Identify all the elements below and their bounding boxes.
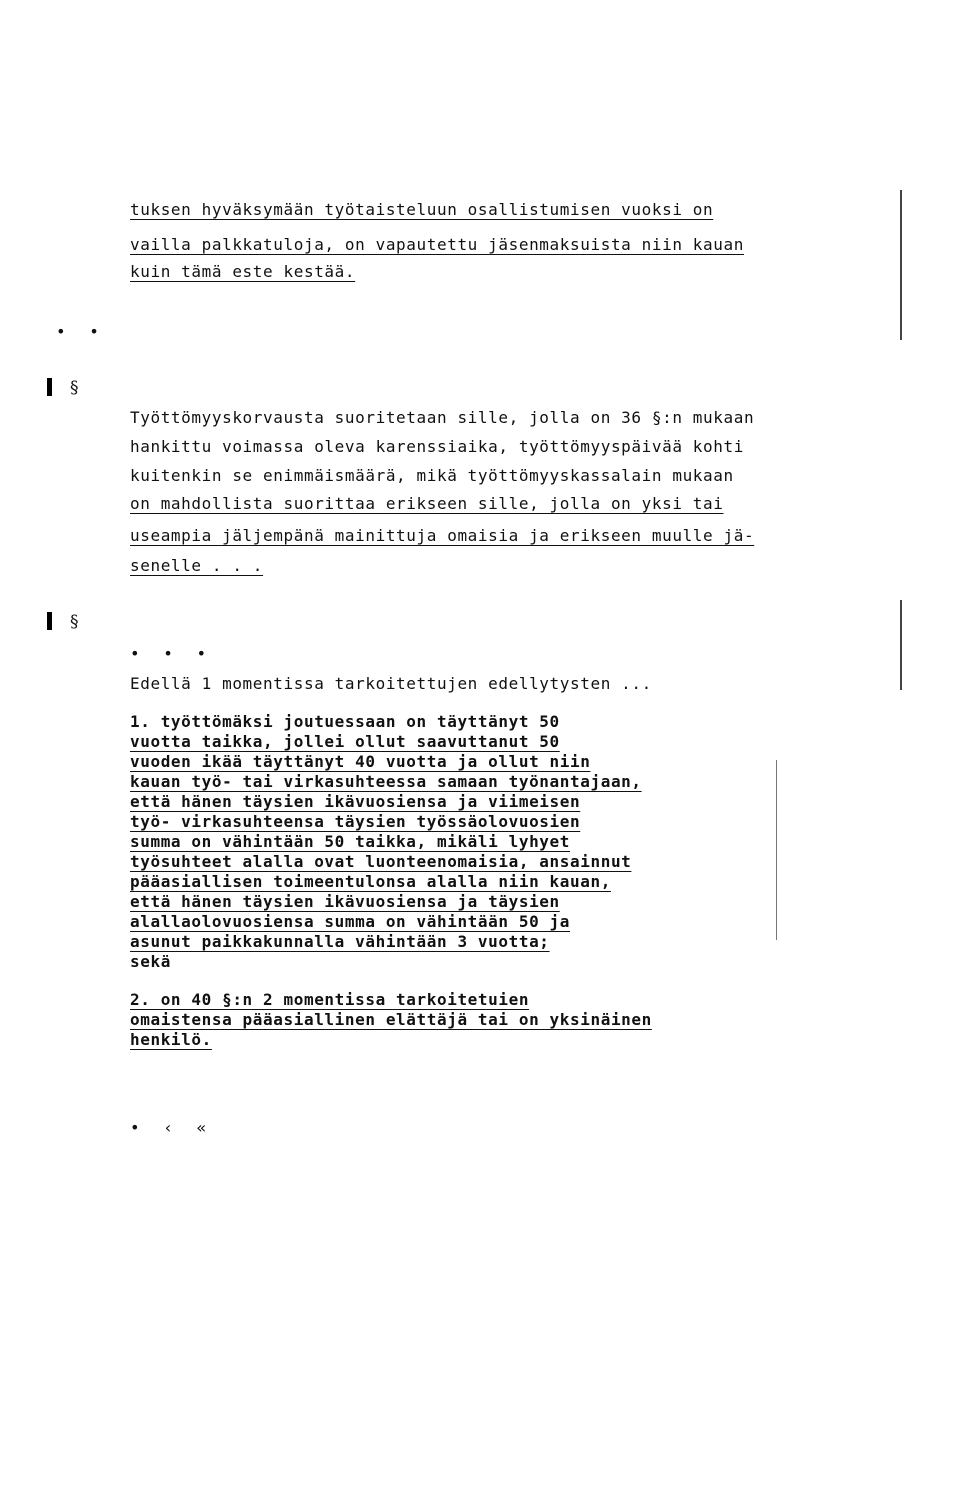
list-item-line: työsuhteet alalla ovat luonteenomaisia, ansainnut <box>130 852 632 871</box>
list-item-line: vuotta taikka, jollei ollut saavuttanut 50 <box>130 732 560 751</box>
paragraph-line: Edellä 1 momentissa tarkoitettujen edellytysten ... <box>130 674 652 693</box>
list-item-line: henkilö. <box>130 1030 212 1049</box>
paragraph-line: useampia jäljempänä mainittuja omaisia ja erikseen muulle jä- <box>130 526 755 545</box>
paragraph-line: Työttömyyskorvausta suoritetaan sille, jolla on 36 §:n mukaan <box>130 408 755 427</box>
list-item-line: vuoden ikää täyttänyt 40 vuotta ja ollut niin <box>130 752 591 771</box>
ellipsis-marker: • ‹ « <box>130 1118 214 1137</box>
list-item-line: alallaolovuosiensa summa on vähintään 50 ja <box>130 912 571 931</box>
paragraph-line: senelle . . . <box>130 556 264 575</box>
margin-bar <box>47 612 52 630</box>
list-item-line: että hänen täysien ikävuosiensa ja viimeisen <box>130 792 581 811</box>
scan-edge-line <box>900 600 902 690</box>
section-sign: § <box>70 612 79 632</box>
paragraph-line: kuitenkin se enimmäismäärä, mikä työttömyyskassalain mukaan <box>130 466 734 485</box>
text-line-1: tuksen hyväksymään työtaisteluun osallistumisen vuoksi on <box>130 200 714 219</box>
text-line-3: kuin tämä este kestää. <box>130 262 356 281</box>
section-number: 1 <box>54 381 62 395</box>
section-number: 2 <box>54 615 62 629</box>
paragraph-line: hankittu voimassa oleva karenssiaika, työttömyyspäivää kohti <box>130 437 744 456</box>
list-item-line: sekä <box>130 952 171 971</box>
list-item-line: summa on vähintään 50 taikka, mikäli lyhyet <box>130 832 571 851</box>
scan-edge-line <box>900 190 902 340</box>
list-item-line: kauan työ- tai virkasuhteessa samaan työnantajaan, <box>130 772 642 791</box>
list-item-line: pääasiallisen toimeentulonsa alalla niin kauan, <box>130 872 611 891</box>
list-item-line: 1. työttömäksi joutuessaan on täyttänyt 50 <box>130 712 560 731</box>
paragraph-line: on mahdollista suorittaa erikseen sille, jolla on yksi tai <box>130 494 724 513</box>
text-line-2: vailla palkkatuloja, on vapautettu jäsenmaksuista niin kauan <box>130 235 744 254</box>
ellipsis-marker: • • • <box>130 644 214 663</box>
list-item-line: omaistensa pääasiallinen elättäjä tai on yksinäinen <box>130 1010 652 1029</box>
ellipsis-marker: • • <box>56 322 106 341</box>
list-item-line: että hänen täysien ikävuosiensa ja täysien <box>130 892 560 911</box>
list-item-line: 2. on 40 §:n 2 momentissa tarkoitetuien <box>130 990 530 1009</box>
scan-edge-line <box>776 760 777 940</box>
section-sign: § <box>70 378 79 398</box>
margin-bar <box>47 378 52 396</box>
list-item-line: työ- virkasuhteensa täysien työssäolovuosien <box>130 812 581 831</box>
list-item-line: asunut paikkakunnalla vähintään 3 vuotta; <box>130 932 550 951</box>
